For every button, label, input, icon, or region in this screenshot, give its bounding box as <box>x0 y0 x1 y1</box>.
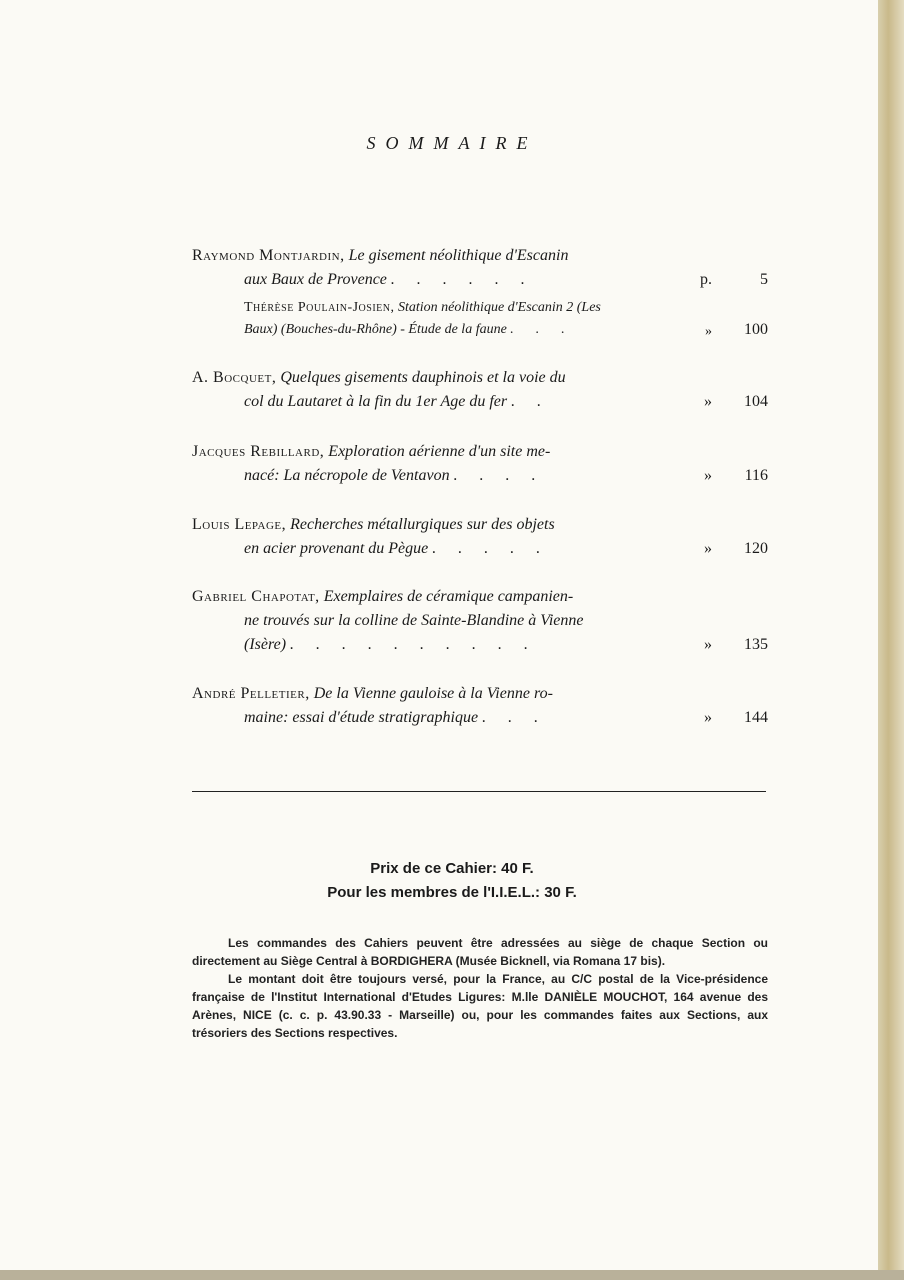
entry-title-line: maine: essai d'étude stratigraphique <box>244 709 479 726</box>
toc-entry <box>192 440 768 488</box>
entry-author: Gabriel Chapotat, <box>192 588 320 605</box>
leader-dots: .... <box>453 467 558 484</box>
leader-dots: ...... <box>390 271 547 288</box>
entry-title-line: ne trouvés sur la colline de Sainte-Blandine à Vienne <box>244 612 584 629</box>
price-line: Prix de ce Cahier: 40 F. <box>370 860 534 877</box>
divider-rule <box>192 791 766 792</box>
toc-entry <box>192 682 768 730</box>
entry-title-line: Station néolithique d'Escanin 2 (Les <box>398 300 601 315</box>
entry-author: André Pelletier, <box>192 685 310 702</box>
entry-title-line: en acier provenant du Pègue <box>244 540 429 557</box>
member-price-line: Pour les membres de l'I.I.E.L.: 30 F. <box>327 884 577 901</box>
entry-title-line: (Isère) <box>244 636 287 653</box>
leader-dots: .......... <box>290 636 551 653</box>
entry-page-prefix: » <box>704 393 712 410</box>
entry-page-prefix: » <box>704 709 712 726</box>
leader-dots: ... <box>510 322 587 337</box>
toc-entry <box>192 585 768 657</box>
entry-title-line: Recherches métallurgiques sur des objets <box>290 516 555 533</box>
entry-page-prefix: p. <box>700 271 712 288</box>
entry-page-number: 144 <box>744 709 768 726</box>
entry-page-number: 120 <box>744 540 768 557</box>
entry-title-line: nacé: La nécropole de Ventavon <box>244 467 450 484</box>
leader-dots: ... <box>482 709 561 726</box>
entry-page-number: 5 <box>760 271 768 288</box>
entry-page-number: 104 <box>744 393 768 410</box>
toc-entry <box>192 366 768 414</box>
entry-page-prefix: » <box>704 467 712 484</box>
entry-page-prefix: » <box>705 324 712 339</box>
entry-page-number: 116 <box>744 467 768 484</box>
entry-title-line: De la Vienne gauloise à la Vienne ro- <box>313 685 553 702</box>
ordering-notes <box>192 934 768 1042</box>
entry-title-line: Le gisement néolithique d'Escanin <box>348 247 569 264</box>
entry-title-line: col du Lautaret à la fin du 1er Age du fer <box>244 393 508 410</box>
entry-title-line: Baux) (Bouches-du-Rhône) - Étude de la faune <box>244 322 507 337</box>
entry-page-prefix: » <box>704 540 712 557</box>
entry-title-line: aux Baux de Provence <box>244 271 387 288</box>
leader-dots: ..... <box>432 540 563 557</box>
entry-page-number: 135 <box>744 636 768 653</box>
toc-entry <box>192 513 768 561</box>
page-title: SOMMAIRE <box>366 133 538 153</box>
entry-author: Thérèse Poulain-Josien, <box>244 300 395 315</box>
toc-entry <box>192 244 768 292</box>
entry-author: Louis Lepage, <box>192 516 287 533</box>
entry-author: Raymond Montjardin, <box>192 247 345 264</box>
leader-dots: .. <box>511 393 564 410</box>
page-edge <box>878 0 904 1280</box>
page-bottom-shadow <box>0 1270 904 1280</box>
entry-title-line: Exemplaires de céramique campanien- <box>323 588 574 605</box>
entry-page-number: 100 <box>744 321 768 338</box>
entry-author: A. Bocquet, <box>192 369 277 386</box>
entry-page-prefix: » <box>704 636 712 653</box>
entry-title-line: Exploration aérienne d'un site me- <box>328 443 551 460</box>
notes-paragraph: Les commandes des Cahiers peuvent être adressées au siège de chaque Section ou directement au Siège Central à BORDIGHERA (Musée Bicknell, via Romana 17 bis). <box>192 936 768 968</box>
entry-title-line: Quelques gisements dauphinois et la voie du <box>280 369 566 386</box>
notes-paragraph: Le montant doit être toujours versé, pour la France, au C/C postal de la Vice-présidence française de l'Institut International d'Etudes Ligures: M.lle DANIÈLE MOUCHOT, 164 avenue des Arènes, NICE (c. c. p. 43.90.33 - Marseille) ou, pour les commandes faites aux Sections, aux trésoriers des Sections respectives. <box>192 972 768 1040</box>
toc-entry <box>192 297 768 341</box>
entry-author: Jacques Rebillard, <box>192 443 325 460</box>
